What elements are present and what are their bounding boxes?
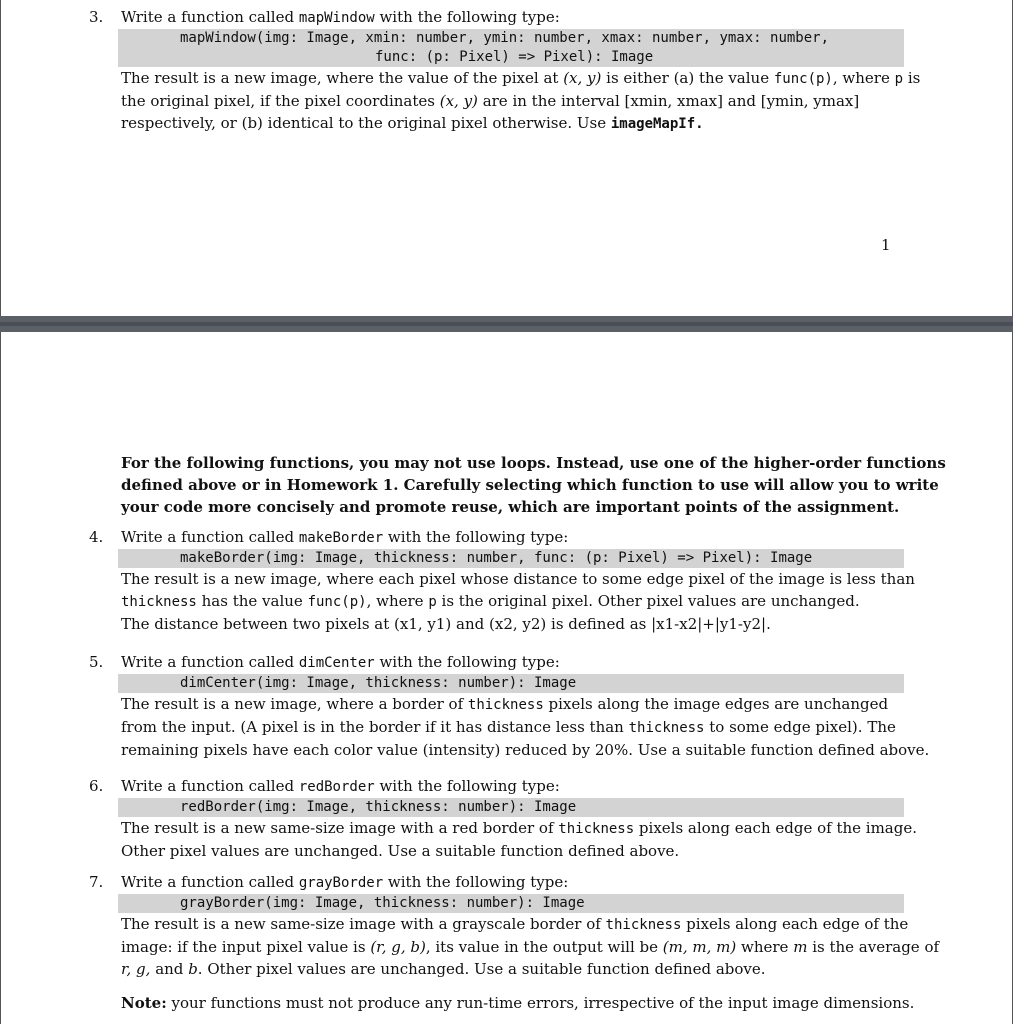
question-intro: Write a function called mapWindow with the following type: bbox=[121, 8, 560, 26]
note-text: your functions must not produce any run-time errors, irrespective of the input image dimensions. bbox=[166, 994, 915, 1012]
question-body bbox=[121, 526, 915, 635]
function-name: mapWindow bbox=[298, 10, 375, 26]
description-line: r, g, and b. Other pixel values are unchanged. Use a suitable function defined above. bbox=[121, 960, 766, 978]
description-line: Other pixel values are unchanged. Use a suitable function defined above. bbox=[121, 842, 680, 860]
question-number: 4. bbox=[89, 528, 104, 546]
type-signature: dimCenter(img: Image, thickness: number): Image bbox=[118, 674, 904, 693]
description-line: The distance between two pixels at (x1, y1) and (x2, y2) is defined as |x1-x2|+|y1-y2|. bbox=[121, 615, 771, 633]
section-intro: For the following functions, you may not use loops. Instead, use one of the higher-order functions defined above or in Homework 1. Carefully selecting which function to use will allow you to write your code more concisely and promote reuse, which are important points of the assignment. bbox=[121, 454, 946, 516]
question-intro: Write a function called dimCenter with the following type: bbox=[121, 653, 560, 671]
question-number: 3. bbox=[89, 8, 104, 26]
question-body bbox=[121, 651, 930, 761]
function-name: redBorder bbox=[298, 779, 375, 795]
question-number: 7. bbox=[89, 873, 104, 891]
question-intro: Write a function called grayBorder with the following type: bbox=[121, 873, 569, 891]
description-line: The result is a new same-size image with a red border of thickness pixels along each edge of the image. bbox=[121, 819, 917, 837]
type-signature: grayBorder(img: Image, thickness: number): Image bbox=[118, 894, 904, 913]
description-line: image: if the input pixel value is (r, g, b), its value in the output will be (m, m, m) where m is the average of bbox=[121, 938, 940, 956]
question-intro: Write a function called redBorder with the following type: bbox=[121, 777, 560, 795]
description-line: remaining pixels have each color value (intensity) reduced by 20%. Use a suitable function defined above. bbox=[121, 741, 930, 759]
note-label: Note: bbox=[121, 994, 167, 1012]
note bbox=[121, 994, 914, 1012]
type-signature: makeBorder(img: Image, thickness: number, func: (p: Pixel) => Pixel): Image bbox=[118, 549, 904, 568]
question-number: 5. bbox=[89, 653, 104, 671]
description-line: The result is a new image, where each pixel whose distance to some edge pixel of the image is less than bbox=[121, 570, 915, 588]
function-name: makeBorder bbox=[298, 530, 384, 546]
document-page-2 bbox=[0, 332, 1013, 1024]
question-body bbox=[121, 871, 940, 980]
description-line: respectively, or (b) identical to the original pixel otherwise. Use imageMapIf. bbox=[121, 114, 704, 132]
description-line: thickness has the value func(p), where p is the original pixel. Other pixel values are unchanged. bbox=[121, 592, 860, 610]
description-line: The result is a new image, where a border of thickness pixels along the image edges are unchanged bbox=[121, 695, 889, 713]
question-body bbox=[121, 6, 921, 135]
page-separator bbox=[0, 316, 1013, 332]
question-body bbox=[121, 775, 917, 862]
description-line: from the input. (A pixel is in the border if it has distance less than thickness to some edge pixel). The bbox=[121, 718, 896, 736]
type-signature: redBorder(img: Image, thickness: number): Image bbox=[118, 798, 904, 817]
description-line: The result is a new image, where the value of the pixel at (x, y) is either (a) the value func(p), where p is bbox=[121, 69, 921, 87]
question-intro: Write a function called makeBorder with the following type: bbox=[121, 528, 569, 546]
document-page-1 bbox=[0, 0, 1013, 316]
description-line: the original pixel, if the pixel coordinates (x, y) are in the interval [xmin, xmax] and [ymin, ymax] bbox=[121, 92, 860, 110]
question-number: 6. bbox=[89, 777, 104, 795]
function-name: dimCenter bbox=[298, 655, 375, 671]
function-name: grayBorder bbox=[298, 875, 384, 891]
type-signature: mapWindow(img: Image, xmin: number, ymin: number, xmax: number, ymax: number, func: (p: Pixel) => Pixel): Image bbox=[118, 29, 904, 67]
description-line: The result is a new same-size image with a grayscale border of thickness pixels along each edge of the bbox=[121, 915, 909, 933]
page-number: 1 bbox=[881, 236, 891, 254]
